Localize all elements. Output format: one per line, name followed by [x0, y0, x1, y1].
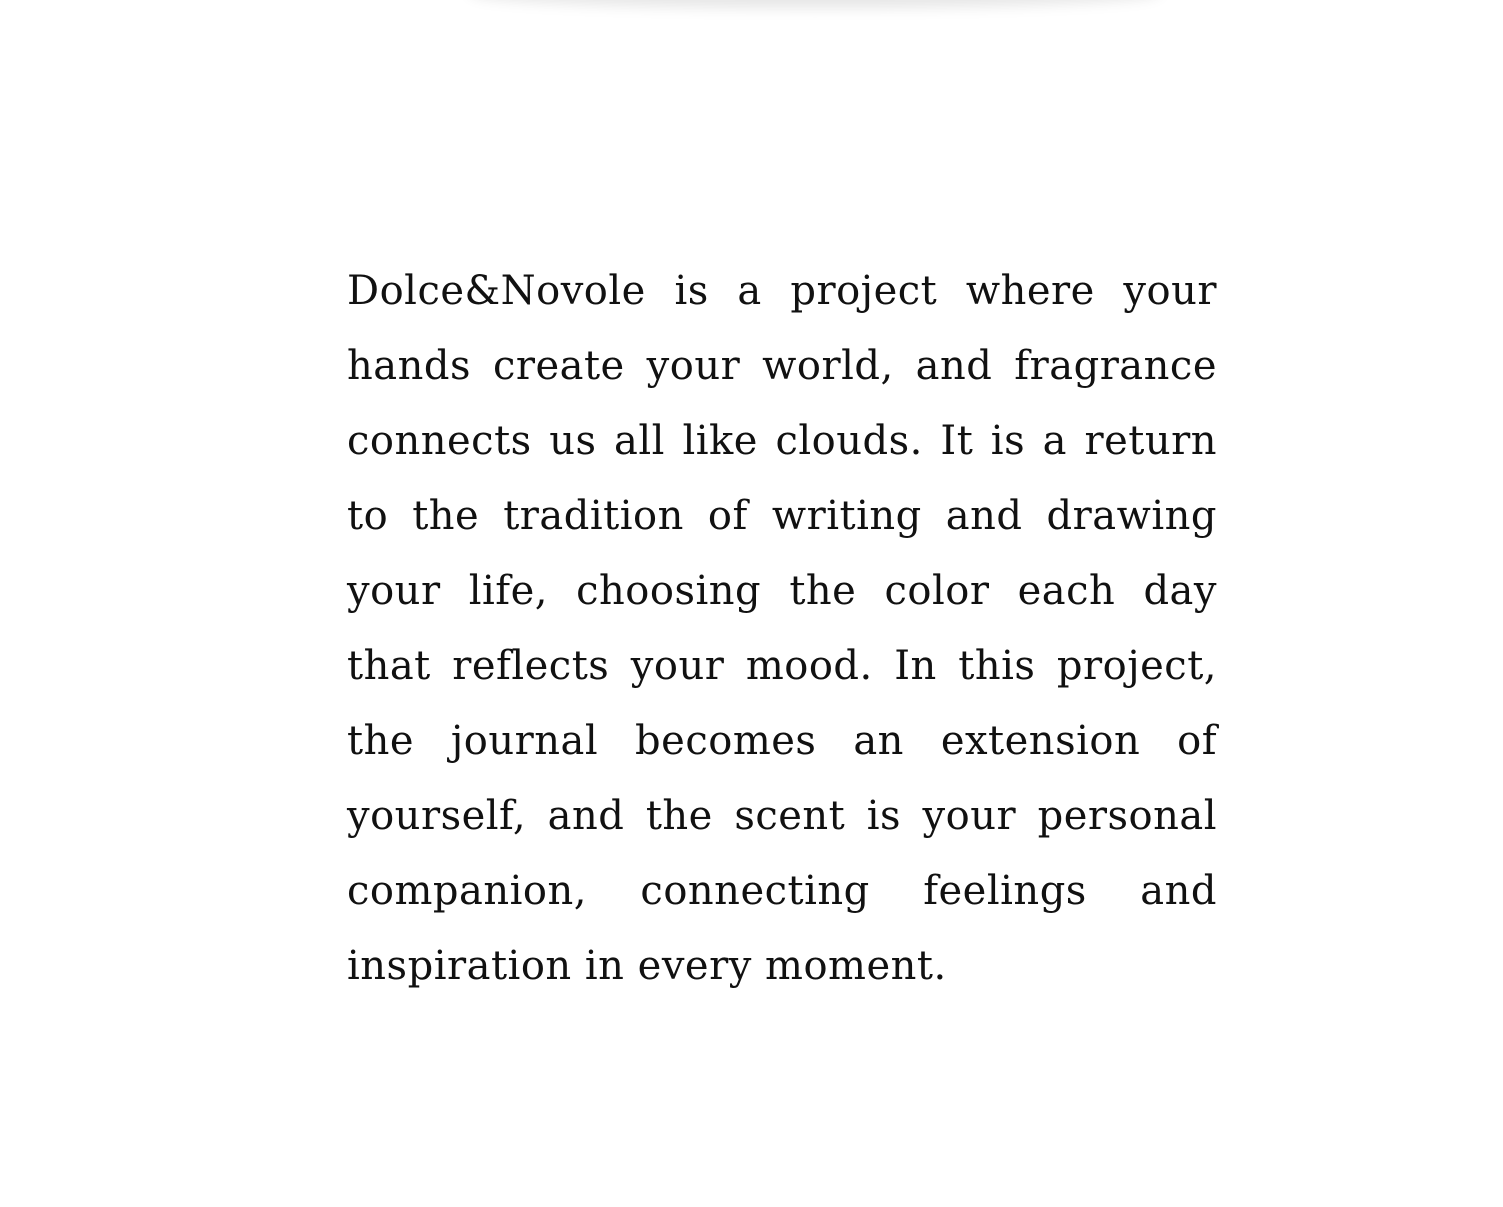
about-paragraph: Dolce&Novole is a project where your hands create your world, and fragrance connects us all like clouds. It is a return to the tradition of writing and drawing your life, choosing the color each day that reflects your mood. In this project, the journal becomes an extension of yourself, and the scent is your personal companion, connecting feelings and inspiration in every moment. — [347, 268, 1217, 989]
about-section — [347, 254, 1217, 1004]
